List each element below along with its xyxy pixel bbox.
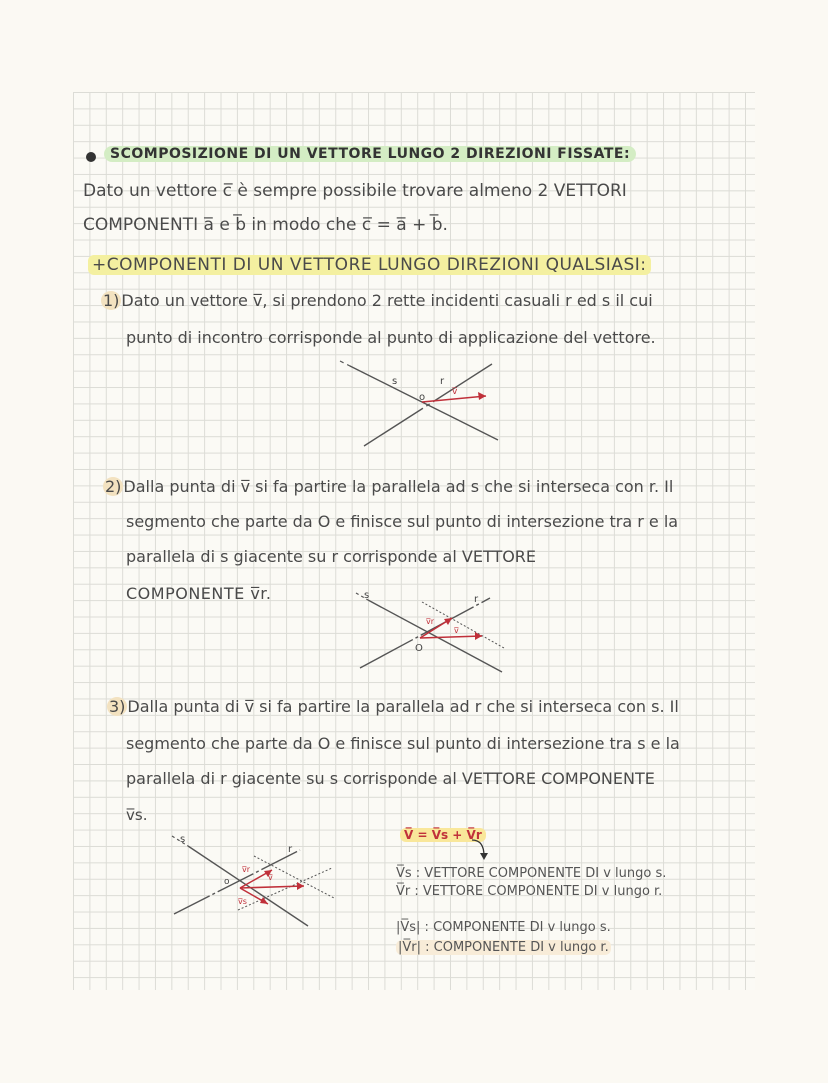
vector-v-arrow <box>478 392 486 400</box>
label-v: v̅ <box>452 387 458 397</box>
vs-definition: V̅s : VETTORE COMPONENTE DI v lungo s. <box>396 866 667 881</box>
formula-text: V̅ = V̅s + V̅r <box>400 828 486 842</box>
step2-line-3: parallela di s giacente su r corrisponde al VETTORE <box>126 547 537 566</box>
intro-line-2: COMPONENTI a̅ e b̅ in modo che c̅ = a̅ + b̅. <box>83 215 448 235</box>
label-r: r <box>440 376 445 387</box>
vr-magnitude: |V̅r| : COMPONENTE DI v lungo r. <box>398 940 609 955</box>
line-r <box>174 850 300 914</box>
step3-line-1 <box>107 697 679 716</box>
step1-line-1 <box>101 291 653 310</box>
step1-line-2: punto di incontro corrisponde al punto di applicazione del vettore. <box>126 328 656 347</box>
label-O: O <box>415 643 423 654</box>
label-s: s <box>392 376 398 387</box>
line-s-dash <box>340 361 352 367</box>
vr-definition: V̅r : VETTORE COMPONENTE DI v lungo r. <box>396 884 663 899</box>
step2-line-1 <box>103 477 673 496</box>
step1-line-1-text: Dato un vettore v̅, si prendono 2 rette incidenti casuali r ed s il cui <box>121 291 653 310</box>
label-vr: v̅r <box>242 865 251 874</box>
step2-line-4: COMPONENTE v̅r. <box>126 584 272 603</box>
label-vs: v̅s <box>238 897 247 906</box>
step1-number: 1) <box>103 291 120 310</box>
heading-text: SCOMPOSIZIONE DI UN VETTORE LUNGO 2 DIREZIONI FISSATE: <box>104 146 636 162</box>
bullet-dot <box>86 152 96 162</box>
vector-v <box>420 636 482 638</box>
step3-line-2: segmento che parte da O e finisce sul punto di intersezione tra s e la <box>126 734 680 753</box>
diagram-1 <box>340 360 510 450</box>
step3-line-3: parallela di r giacente su s corrisponde al VETTORE COMPONENTE <box>126 769 655 788</box>
step2-number: 2) <box>105 477 122 496</box>
step3-line-4: v̅s. <box>126 806 148 824</box>
label-r: r <box>288 844 293 855</box>
label-v: v̅ <box>268 873 273 882</box>
diagram-2 <box>352 588 512 678</box>
line-r <box>364 364 492 446</box>
step2-line-1-text: Dalla punta di v̅ si fa partire la parallela ad s che si interseca con r. Il <box>123 477 674 496</box>
label-v: v̅ <box>454 626 459 635</box>
label-s: s <box>364 590 370 601</box>
label-r: r <box>474 594 479 605</box>
curved-arrow-icon <box>470 838 492 862</box>
diagram-3 <box>168 832 338 932</box>
label-o: o <box>419 392 426 403</box>
parallel-s <box>422 602 504 648</box>
intro-line-1: Dato un vettore c̅ è sempre possibile trovare almeno 2 VETTORI <box>83 181 627 201</box>
step3-number: 3) <box>109 697 126 716</box>
label-vr: v̅r <box>426 617 435 626</box>
line-s <box>350 366 498 440</box>
label-s: s <box>180 834 186 845</box>
parallel-s <box>254 856 334 898</box>
line-r <box>360 598 490 668</box>
label-o: o <box>224 877 230 887</box>
section-heading <box>104 146 636 162</box>
step3-line-1-text: Dalla punta di v̅ si fa partire la parallela ad r che si interseca con s. Il <box>127 697 679 716</box>
vector-v-arrow <box>297 882 304 890</box>
subheading <box>88 255 651 275</box>
subheading-text: +COMPONENTI DI UN VETTORE LUNGO DIREZIONI QUALSIASI: <box>88 255 651 275</box>
vs-magnitude: |V̅s| : COMPONENTE DI v lungo s. <box>396 920 611 935</box>
step2-line-2: segmento che parte da O e finisce sul punto di intersezione tra r e la <box>126 512 679 531</box>
